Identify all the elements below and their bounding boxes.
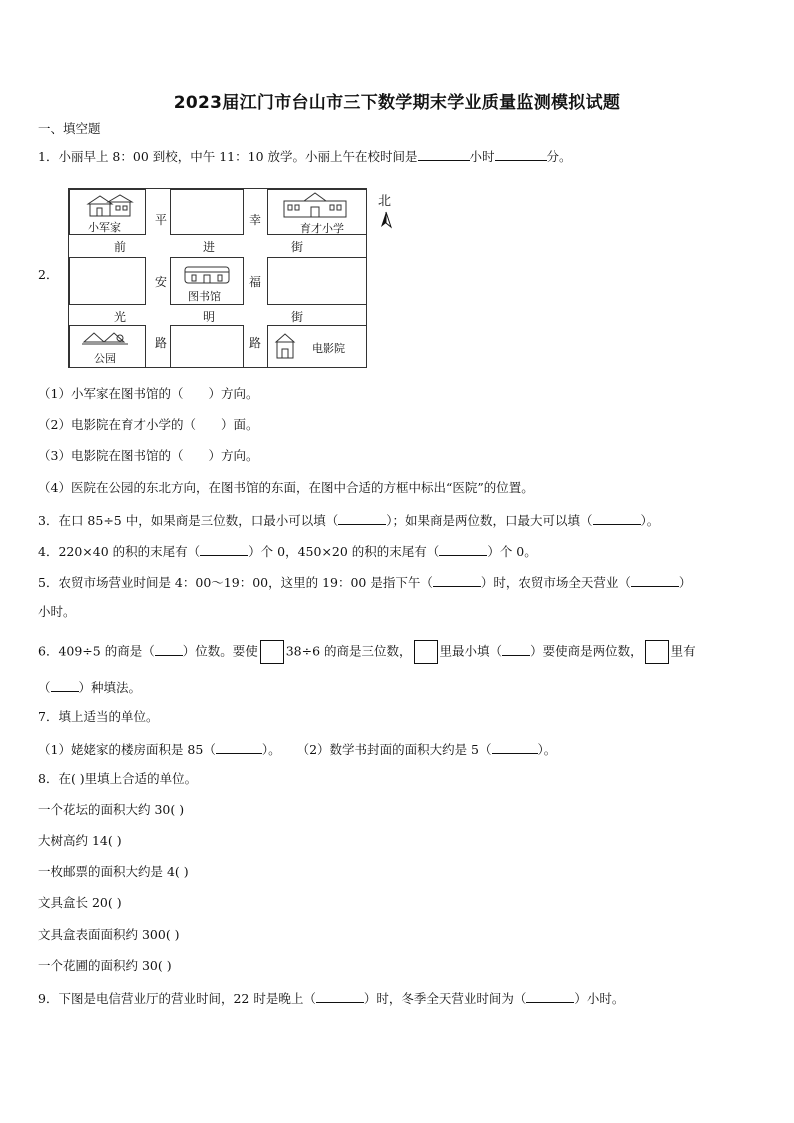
question-text: ）时，冬季全天营业时间为（: [363, 991, 527, 1006]
answer-blank[interactable]: [593, 510, 641, 525]
road-label: 平: [155, 213, 168, 227]
list-item: 大树高约 14( ): [38, 833, 122, 848]
road-label: 明: [203, 310, 216, 324]
place-label-yucai: 育才小学: [300, 222, 344, 235]
list-item: 一个花坛的面积大约 30( ): [38, 802, 185, 817]
question-text: ）个 0。: [487, 544, 537, 559]
house-icon: [84, 192, 134, 218]
park-icon: [80, 328, 130, 350]
question-7: [38, 708, 158, 726]
question-text: ）。: [537, 742, 557, 757]
question-2-sub-3: （3）电影院在图书馆的（ ）方向。: [38, 448, 259, 463]
answer-blank[interactable]: [418, 146, 470, 161]
library-icon: [182, 261, 232, 285]
answer-blank[interactable]: [433, 572, 481, 587]
section-heading: 一、填空题: [38, 121, 101, 136]
question-text: （: [38, 680, 51, 695]
question-6: [38, 640, 696, 664]
question-9: [38, 988, 624, 1008]
question-number: 7．: [38, 709, 59, 724]
answer-blank[interactable]: [439, 541, 487, 556]
road-label: 前: [114, 240, 127, 254]
place-label-park: 公园: [94, 352, 116, 365]
question-text: 小丽早上 8：00 到校，中午 11：10 放学。小丽上午在校时间是: [58, 149, 418, 164]
question-8: [38, 770, 197, 788]
map-cell-park: [69, 325, 146, 368]
question-text: 220×40 的积的末尾有（: [58, 544, 201, 559]
answer-blank[interactable]: [216, 739, 262, 754]
question-number: 5．: [38, 575, 59, 590]
road-label: 街: [291, 240, 304, 254]
road-label: 安: [155, 275, 168, 289]
question-text: 填上适当的单位。: [58, 709, 159, 724]
page-title: 2023届江门市台山市三下数学期末学业质量监测模拟试题: [173, 93, 621, 113]
answer-blank[interactable]: [495, 146, 547, 161]
question-number: 6．: [38, 643, 59, 659]
place-label-xiaojunjia: 小军家: [88, 221, 121, 234]
question-text: 在( )里填上合适的单位。: [58, 771, 198, 786]
question-text: 在口 85÷5 中，如果商是三位数，口最小可以填（: [58, 513, 339, 528]
question-text: ）位数。要使: [182, 643, 258, 659]
question-text: ）。: [261, 742, 281, 757]
question-text: （2）数学书封面的面积大约是 5（: [296, 742, 492, 757]
question-text: ）个 0，450×20 的积的末尾有（: [248, 544, 440, 559]
question-text: 里有: [670, 643, 696, 659]
road-label: 进: [203, 240, 216, 254]
north-label: 北: [378, 194, 392, 209]
map-cell-library: [170, 257, 244, 305]
question-5-continued: 小时。: [38, 604, 76, 619]
question-text: 409÷5 的商是（: [58, 643, 155, 659]
answer-blank[interactable]: [51, 677, 79, 692]
map-cell-cinema: [267, 325, 367, 368]
road-label: 福: [249, 275, 262, 289]
question-text: 农贸市场营业时间是 4：00～19：00，这里的 19：00 是指下午（: [58, 575, 433, 590]
answer-blank[interactable]: [502, 641, 530, 656]
answer-blank[interactable]: [526, 988, 574, 1003]
road-label: 路: [249, 336, 262, 350]
map-cell-empty[interactable]: [69, 257, 146, 305]
road-label: 街: [291, 310, 304, 324]
answer-blank[interactable]: [631, 572, 679, 587]
question-2-number: 2．: [38, 267, 59, 282]
question-text: 小时: [469, 149, 495, 164]
question-text: 38÷6 的商是三位数，: [285, 643, 412, 659]
question-text: ）；如果商是两位数，口最大可以填（: [386, 513, 593, 528]
map-cell-empty[interactable]: [267, 257, 367, 305]
question-number: 3．: [38, 513, 59, 528]
question-5: [38, 572, 691, 592]
question-2-sub-2: （2）电影院在育才小学的（ ）面。: [38, 417, 259, 432]
square-box[interactable]: [260, 640, 284, 664]
north-arrow-icon: [379, 211, 393, 229]
question-6-continued: [38, 677, 141, 697]
map-cell-empty[interactable]: [170, 189, 244, 235]
map-cell-yucai: [267, 189, 367, 235]
question-text: 分。: [546, 149, 572, 164]
question-2-sub-4: （4）医院在公园的东北方向，在图书馆的东面，在图中合适的方框中标出“医院”的位置。: [38, 480, 534, 495]
question-text: ）小时。: [574, 991, 625, 1006]
question-text: ）: [678, 575, 692, 590]
road-label: 幸: [249, 213, 262, 227]
north-indicator: [378, 190, 393, 229]
question-text: ）时，农贸市场全天营业（: [480, 575, 631, 590]
map-cell-empty[interactable]: [170, 325, 244, 368]
question-7-subs: [38, 739, 556, 759]
road-label: 光: [114, 310, 127, 324]
answer-blank[interactable]: [200, 541, 248, 556]
question-1: [38, 146, 572, 166]
question-3: [38, 510, 659, 530]
list-item: 一个花圃的面积约 30( ): [38, 958, 172, 973]
question-number: 8．: [38, 771, 59, 786]
question-text: ）要使商是两位数，: [530, 643, 643, 659]
question-4: [38, 541, 537, 561]
answer-blank[interactable]: [316, 988, 364, 1003]
question-text: 下图是电信营业厅的营业时间，22 时是晚上（: [58, 991, 316, 1006]
question-text: ）种填法。: [78, 680, 142, 695]
question-text: 里最小填（: [439, 643, 503, 659]
list-item: 文具盒长 20( ): [38, 895, 122, 910]
question-text: ）。: [640, 513, 660, 528]
answer-blank[interactable]: [338, 510, 386, 525]
place-label-library: 图书馆: [188, 290, 221, 303]
road-label: 路: [155, 336, 168, 350]
square-box[interactable]: [414, 640, 438, 664]
question-text: （1）姥姥家的楼房面积是 85（: [38, 742, 216, 757]
map-cell-xiaojunjia: [69, 189, 146, 235]
map-diagram: [68, 188, 367, 368]
place-label-cinema: 电影院: [312, 342, 345, 355]
list-item: 一枚邮票的面积大约是 4( ): [38, 864, 189, 879]
list-item: 文具盒表面面积约 300( ): [38, 927, 180, 942]
question-2-sub-1: （1）小军家在图书馆的（ ）方向。: [38, 386, 259, 401]
square-box[interactable]: [645, 640, 669, 664]
school-icon: [282, 191, 348, 219]
question-number: 1．: [38, 149, 59, 164]
answer-blank[interactable]: [492, 739, 538, 754]
answer-blank[interactable]: [155, 641, 183, 656]
question-number: 4．: [38, 544, 59, 559]
cinema-icon: [274, 332, 296, 360]
question-number: 9．: [38, 991, 59, 1006]
